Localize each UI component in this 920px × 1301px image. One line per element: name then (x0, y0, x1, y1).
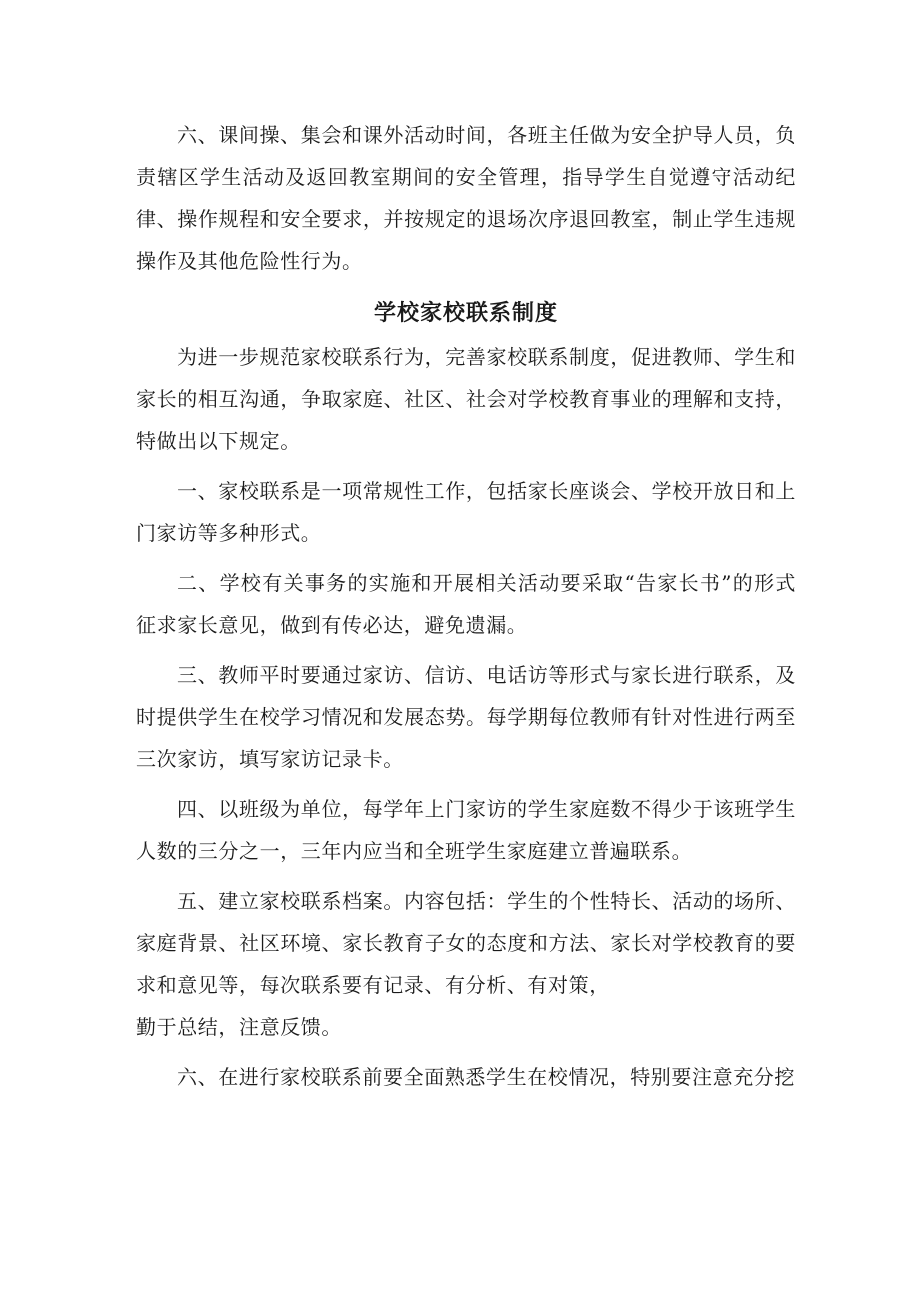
item-3-paragraph: 三、教师平时要通过家访、信访、电话访等形式与家长进行联系，及时提供学生在校学习情况和发展态势。每学期每位教师有针对性进行两至三次家访，填写家访记录卡。 (136, 663, 796, 771)
intro-paragraph: 为进一步规范家校联系行为，完善家校联系制度，促进教师、学生和家长的相互沟通，争取家庭、社区、社会对学校教育事业的理解和支持，特做出以下规定。 (136, 345, 796, 453)
document-title: 学校家校联系制度 (373, 300, 558, 326)
item-6-paragraph: 六、在进行家校联系前要全面熟悉学生在校情况，特别要注意充分挖 (177, 1065, 795, 1089)
prev-section-paragraph: 六、课间操、集会和课外活动时间，各班主任做为安全护导人员，负责辖区学生活动及返回教室期间的安全管理，指导学生自觉遵守活动纪律、操作规程和安全要求，并按规定的退场次序退回教室，制止学生违规操作及其他危险性行为。 (136, 123, 796, 273)
item-1-paragraph: 一、家校联系是一项常规性工作，包括家长座谈会、学校开放日和上门家访等多种形式。 (136, 479, 796, 545)
document-body (136, 114, 796, 1098)
item-5-continuation: 勤于总结，注意反馈。 (136, 1015, 342, 1039)
item-2-paragraph: 二、学校有关事务的实施和开展相关活动要采取“告家长书”的形式征求家长意见，做到有传必达，避免遗漏。 (136, 571, 796, 637)
item-5-paragraph: 五、建立家校联系档案。内容包括：学生的个性特长、活动的场所、家庭背景、社区环境、家长教育子女的态度和方法、家长对学校教育的要求和意见等，每次联系要有记录、有分析、有对策， (136, 889, 796, 997)
item-4-paragraph: 四、以班级为单位，每学年上门家访的学生家庭数不得少于该班学生人数的三分之一，三年内应当和全班学生家庭建立普遍联系。 (136, 797, 796, 863)
